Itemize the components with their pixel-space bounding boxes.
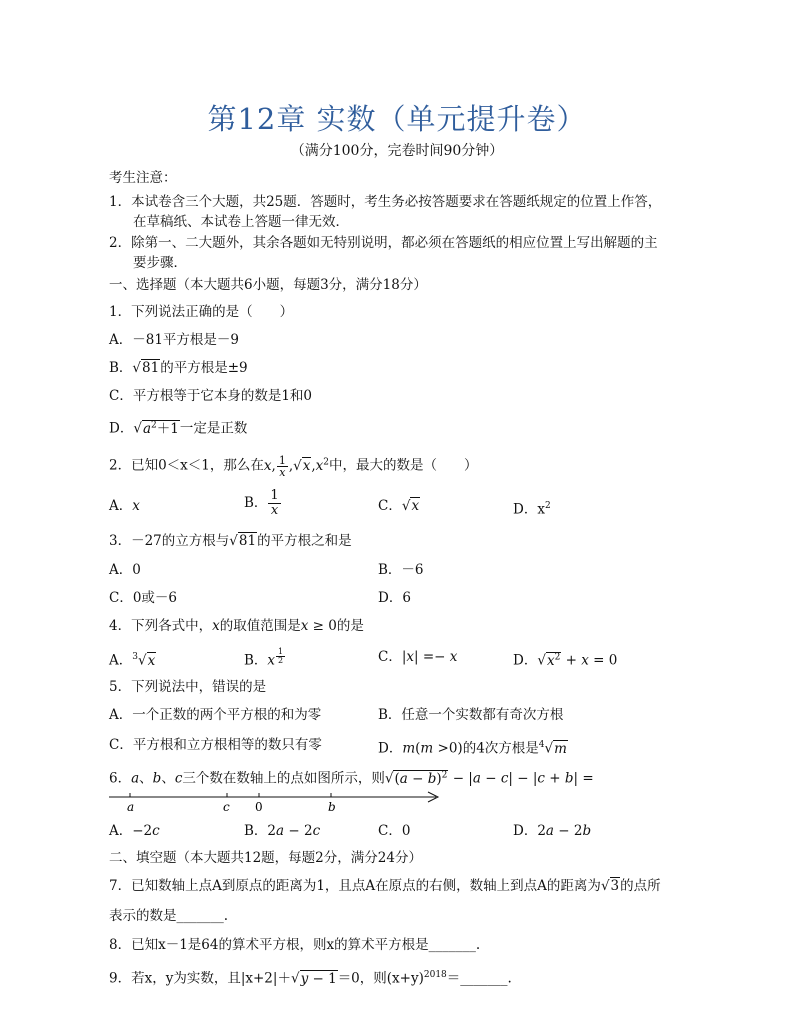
q5-option-d-prefix: D．	[378, 740, 403, 757]
q5-option-c: C．平方根和立方根相等的数只有零	[109, 737, 322, 753]
axis-label-0: 0	[255, 800, 263, 814]
axis-label-c: c	[223, 800, 230, 814]
section-1-heading: 一、选择题（本大题共6小题，每题3分，满分18分）	[109, 277, 427, 293]
q4-option-d-label: D．	[513, 652, 538, 669]
q1-option-b-suffix: 的平方根是±9	[160, 360, 248, 376]
q6-stem-mid: 三个数在数轴上的点如图所示，则	[182, 770, 385, 787]
q4-stem: 4．下列各式中，x的取值范围是x ≥ 0的是	[109, 618, 364, 634]
q2-option-a-label: A．	[109, 498, 133, 514]
q2-option-b-label: B．	[244, 495, 268, 511]
q6-stem: 6．a、b、c三个数在数轴上的点如图所示，则$√(a - b)^2 - |a - c| - |c + b|$ =	[109, 770, 594, 787]
q2-option-c: C．√x	[378, 498, 420, 514]
q9-suffix: ＝_______.	[446, 970, 512, 987]
q3-stem-prefix: 3．－27的立方根与	[109, 533, 230, 549]
notice-item-2: 2．除第一、二大题外，其余各题如无特别说明，都必须在答题纸的相应位置上写出解题的主	[109, 235, 658, 251]
q4-option-d: D．$√x^2 + x = 0$	[513, 652, 618, 669]
q6-option-d-label: D．	[513, 823, 538, 839]
q7-line-1-prefix: 7．已知数轴上点A到原点的距离为1，且点A在原点的右侧，数轴上到点A的距离为	[109, 878, 601, 894]
notice-heading: 考生注意：	[109, 170, 177, 186]
notice-item-1-cont: 在草稿纸、本试卷上答题一律无效．	[133, 214, 349, 230]
q1-option-b-radicand: 81	[142, 360, 160, 376]
q3-option-b: B．－6	[378, 562, 424, 578]
q6-option-c: C．0	[378, 823, 411, 839]
q3-option-c: C．0或－6	[109, 590, 178, 606]
axis-label-b: b	[328, 800, 336, 814]
axis-label-a: a	[127, 800, 135, 814]
q1-option-d-expr: $√a^2+1$	[133, 420, 179, 437]
q6-option-a: A．−2c	[109, 823, 160, 839]
q8-text: 8．已知x－1是64的算术平方根，则x的算术平方根是_______.	[109, 937, 481, 953]
q1-option-b-prefix: B．	[109, 360, 133, 376]
page-subtitle: （满分100分，完卷时间90分钟）	[290, 143, 504, 159]
q4-option-c: C．|x| =− x	[378, 649, 458, 665]
q6-option-b: B．2a − 2c	[244, 823, 321, 839]
q5-option-d: D．m(m >0)的4次方根是$^4$√m	[378, 740, 567, 757]
q5-option-a: A．一个正数的两个平方根的和为零	[109, 707, 322, 723]
q2-option-b: B． $\frac{1}{x}$	[244, 488, 279, 518]
q6-option-a-label: A．	[109, 823, 133, 839]
page-title: 第12章 实数（单元提升卷）	[207, 102, 587, 136]
q7-line-1: 7．已知数轴上点A到原点的距离为1，且点A在原点的右侧，数轴上到点A的距离为√3的点所	[109, 878, 661, 894]
section-2-heading: 二、填空题（本大题共12题，每题2分，满分24分）	[109, 850, 422, 866]
q5-stem: 5．下列说法中，错误的是	[109, 679, 267, 695]
q3-option-d: D．6	[378, 590, 411, 606]
sqrt-sign: √	[132, 360, 142, 376]
q7-line-2: 表示的数是_______.	[109, 908, 229, 924]
q9-exponent: 2018	[423, 970, 447, 980]
q3-stem-suffix: 的平方根之和是	[257, 533, 352, 549]
q2-option-d-label: D．	[513, 501, 538, 518]
q2-stem-prefix: 2．已知0＜x＜1，那么在	[109, 457, 264, 474]
q3-option-a: A．0	[109, 562, 141, 578]
q2-stem-expr: x, $\frac{1}{x}$ $,√x,x^2$	[263, 453, 329, 479]
q4-option-b: B．x $^{\frac{1}{2}}$	[244, 647, 284, 669]
q1-option-c: C．平方根等于它本身的数是1和0	[109, 388, 313, 404]
q4-stem-suffix: 的是	[336, 618, 364, 634]
q4-stem-prefix: 4．下列各式中，	[109, 618, 213, 634]
notice-item-1: 1．本试卷含三个大题，共25题．答题时，考生务必按答题要求在答题纸规定的位置上作答，	[109, 194, 662, 210]
q3-stem-radicand: 81	[238, 533, 257, 549]
q2-option-a: A．x	[109, 498, 140, 514]
q7-radicand: 3	[610, 878, 620, 894]
q9-text: 9．若x，y为实数，且|x+2|＋√y − 1＝0，则$(x+y)^{2018}=\_\_\_\_\_\_\_$.	[109, 970, 512, 987]
q6-option-b-label: B．	[244, 823, 268, 839]
q4-option-a: A．$^3$√x	[109, 652, 156, 669]
q3-stem: 3．－27的立方根与√81的平方根之和是	[109, 533, 352, 549]
q1-option-d-prefix: D．	[109, 420, 134, 437]
q2-stem-suffix: 中，最大的数是（ ）	[329, 457, 478, 474]
q9-mid: ＝0，则(x+y)	[337, 970, 424, 987]
q4-option-a-label: A．	[109, 652, 133, 669]
q1-option-a: A．－81平方根是－9	[109, 332, 240, 348]
q1-stem: 1．下列说法正确的是（ ）	[109, 304, 294, 320]
q4-stem-mid: 的取值范围是	[219, 618, 301, 634]
q7-line-1-suffix: 的点所	[620, 878, 661, 894]
q2-option-c-label: C．	[378, 498, 402, 514]
q5-option-b: B．任意一个实数都有奇次方根	[378, 707, 564, 723]
q6-option-d: D．2a − 2b	[513, 823, 592, 839]
q4-option-c-label: C．	[378, 649, 402, 665]
q1-option-d-suffix: 一定是正数	[179, 420, 248, 437]
q9-prefix: 9．若x，y为实数，且|x+2|＋	[109, 970, 291, 987]
q2-option-d: D．$x^2$	[513, 501, 551, 518]
notice-item-2-cont: 要步骤．	[133, 255, 187, 271]
q6-stem-prefix: 6．	[109, 770, 132, 787]
q5-option-d-mid: 的4次方根是	[462, 740, 539, 757]
q4-option-b-label: B．	[244, 652, 268, 669]
